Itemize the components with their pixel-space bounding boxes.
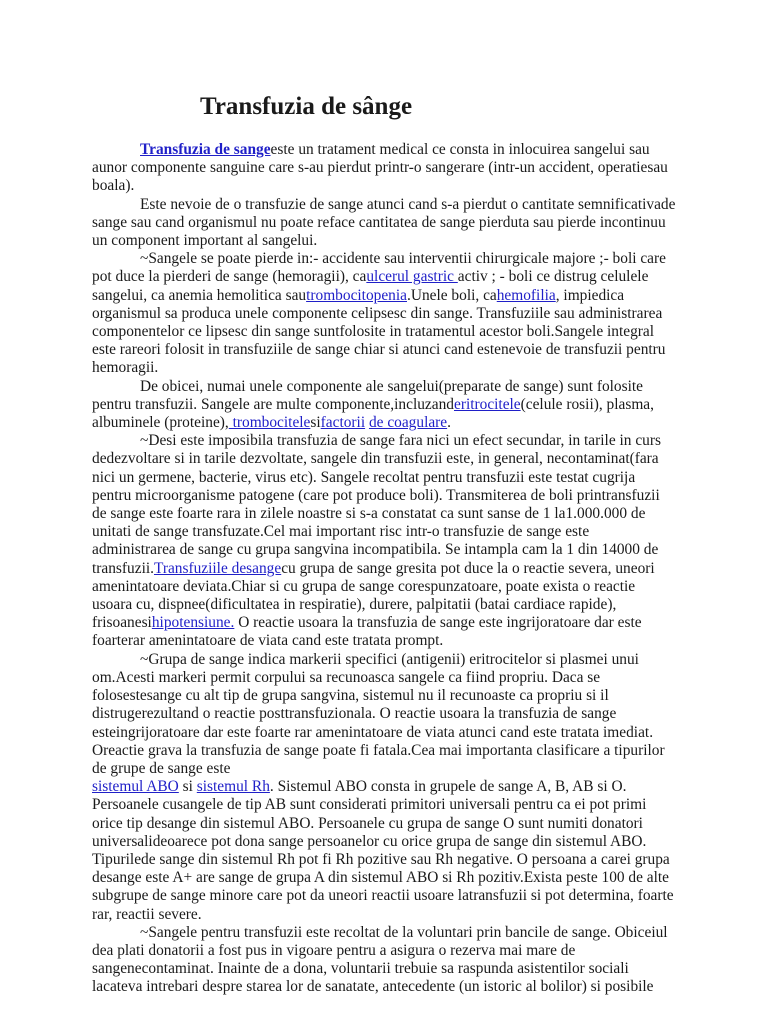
text-run: ~Sangele se poate pierde in:- accidente sau interventii chirurgicale majore ;- boli care pot duce la pierderi de sange (hemoragii), ca	[92, 250, 666, 286]
inline-link[interactable]: sistemul ABO	[92, 778, 179, 796]
paragraph	[92, 651, 676, 778]
text-run: cu grupa de sange gresita pot duce la o reactie severa, uneori amenintatoare deviata.Chiar si cu grupa de sange corespunzatoare, poate exista o reactie usoara cu, dispnee(dificultatea in respiratie), durere, palpitatii (batai cardiace rapide), frisoanesi	[92, 559, 655, 632]
text-run: ~Grupa de sange indica markerii specifici (antigenii) eritrocitelor si plasmei unui om.Acesti markeri permit corpului sa recunoasca sangele ca fiind propriu. Daca se folosestesange cu alt tip de grupa sangvina, sistemul nu il recunoaste ca propriu si il distrugerezultand o reactie posttransfuzionala. O reactie usoara la transfuzia de sange esteingrijoratoare dar este foarte rar amenintatoare de viata atunci cand este tratata imediat. Oreactie grava la transfuzia de sange poate fi fatala.Cea mai importanta clasificare a tipurilor de grupe de sange este	[92, 650, 665, 777]
paragraph	[92, 432, 676, 650]
text-run: si	[178, 778, 197, 796]
inline-link[interactable]: hipotensiune.	[151, 614, 235, 632]
inline-link[interactable]: de coagulare	[368, 414, 448, 432]
document-body	[92, 141, 676, 997]
text-run: ~Sangele pentru transfuzii este recoltat de la voluntari prin bancile de sange. Obiceiul dea plati donatorii a fost pus in vigoare pentru a asigura o rezerva mai mare de sangenecontaminat. Inainte de a dona, voluntarii trebuie sa raspunda asistentilor sociali lacateva intrebari despre starea lor de sanatate, antecedente (un istoric al bolilor) si posibile	[92, 923, 668, 996]
text-run: . Sistemul ABO consta in grupele de sange A, B, AB si O. Persoanele cusangele de tip AB sunt considerati primitori universali pentru ca ei pot primi orice tip desange din sistemul ABO. Persoanele cu grupa de sange O sunt numiti donatori universalideoarece pot dona sange persoanelor cu orice grupa de sange din sistemul ABO. Tipurilede sange din sistemul Rh pot fi Rh pozitive sau Rh negative. O persoana a carei grupa desange este A+ are sange de grupa A din sistemul ABO si Rh pozitiv.Exista peste 100 de alte subgrupe de sange minore care pot da uneori reactii usoare latransfuzii si pot determina, foarte rar, reactii severe.	[92, 778, 674, 923]
inline-link[interactable]: trombocitopenia	[306, 286, 407, 304]
inline-link[interactable]: sistemul Rh	[196, 778, 270, 796]
paragraph	[92, 250, 676, 377]
inline-link[interactable]: Transfuziile desange	[153, 559, 282, 577]
paragraph	[92, 196, 676, 251]
text-run: .Unele boli, ca	[406, 286, 497, 304]
paragraph	[92, 141, 676, 196]
text-run: activ ; - boli ce distrug celulele sangelui, ca anemia hemolitica sau	[92, 268, 649, 304]
text-run: .	[447, 414, 451, 432]
text-run: De obicei, numai unele componente ale sangelui(preparate de sange) sunt folosite pentru transfuzii. Sangele are multe componente,incluzand	[92, 377, 643, 413]
inline-link[interactable]: Transfuzia de sange	[140, 141, 271, 158]
text-run: Este nevoie de o transfuzie de sange atunci cand s-a pierdut o cantitate semnificativade sange sau cand organismul nu poate reface cantitatea de sange pierduta sau pierde incontinuu un component important al sangelui.	[92, 195, 676, 250]
text-run: este un tratament medical ce consta in inlocuirea sangelui sau aunor componente sanguine care s-au pierdut printr-o sangerare (intr-un accident, operatiesau boala).	[92, 141, 668, 195]
inline-link[interactable]: ulcerul gastric	[366, 268, 458, 286]
text-run: si	[310, 414, 321, 432]
text-run: ~Desi este imposibila transfuzia de sange fara nici un efect secundar, in tarile in curs dedezvoltare si in tarile dezvoltate, sangele din transfuzii este, in general, necontaminat(fara nici un germene, bacterie, virus etc). Sangele recoltat pentru transfuzii este testat cugrija pentru microorganisme patogene (care pot produce boli). Transmiterea de boli printransfuzii de sange este foarte rara in zilele noastre si s-a constatat ca sunt sanse de 1 la1.000.000 de unitati de sange transfuzate.Cel mai important risc intr-o transfuzie de sange este administrarea de sange cu grupa sangvina incompatibila. Se intampla cam la 1 din 14000 de transfuzii.	[92, 432, 661, 577]
inline-link[interactable]: eritrocitele	[453, 395, 521, 413]
inline-link[interactable]: trombocitele	[228, 414, 311, 432]
text-run: (celule rosii), plasma, albuminele (proteine),	[92, 395, 654, 432]
text-run: O reactie usoara la transfuzia de sange este ingrijoratoare dar este foarterar amenintatoare de viata cand este tratata prompt.	[92, 614, 642, 650]
document-title: Transfuzia de sânge	[200, 93, 413, 120]
paragraph	[92, 378, 676, 433]
text-run: , impiedica organismul sa produca unele componente celipsesc din sange. Transfuziile sau administrarea componentelor ce lipsesc din sange suntfolosite in tratamentul acestor boli.Sangele integral este rareori folosit in transfuziile de sange chiar si atunci cand estenevoie de transfuzii pentru hemoragii.	[92, 286, 666, 377]
inline-link[interactable]: hemofilia	[496, 286, 556, 304]
paragraph	[92, 778, 676, 924]
inline-link[interactable]: factorii	[320, 414, 366, 432]
paragraph	[92, 924, 676, 997]
